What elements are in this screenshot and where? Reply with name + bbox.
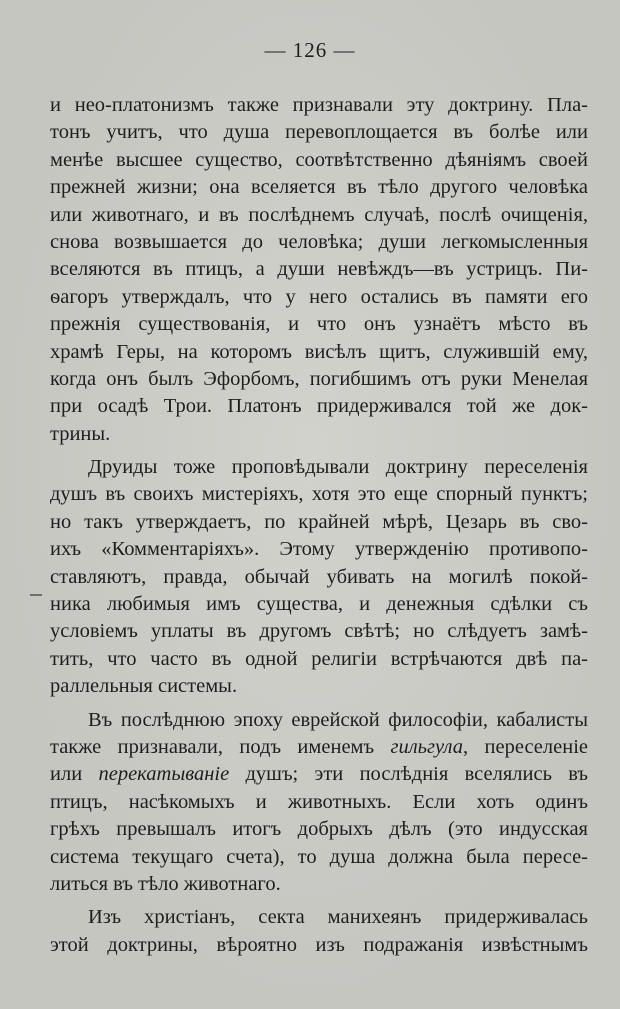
margin-mark [30,594,42,596]
text-line: этой доктрины, вѣроятно изъ подражанія извѣстнымъ [50,933,588,956]
text-line: прежней жизни; она вселяется въ тѣло другого человѣка [50,176,588,199]
text-line: ѳагоръ утверждалъ, что у него остались въ памяти его [50,285,588,308]
text-line: когда онъ былъ Эфорбомъ, погибшимъ отъ руки Менелая [50,367,588,390]
text-line: ставляютъ, правда, обычай убивать на могилѣ покой- [50,565,588,588]
paragraph-4 [50,904,588,959]
text-line: условіемъ уплаты въ другомъ свѣтѣ; но слѣдуетъ замѣ- [50,620,588,643]
text-fragment: также признавали, подъ именемъ [50,735,391,758]
text-line [50,761,588,788]
text-line: грѣхъ превышалъ итогъ добрыхъ дѣлъ (это индусская [50,818,588,841]
body-text [50,92,588,959]
text-line: храмѣ Геры, на которомъ висѣлъ щитъ, служившій ему, [50,340,588,363]
text-line: душъ въ своихъ мистеріяхъ, хотя это еще спорный пунктъ; [50,483,588,506]
page-number: — 126 — [264,38,356,62]
text-line: ихъ «Комментаріяхъ». Этому утвержденію противопо- [50,538,588,561]
text-line: трины. [50,422,111,445]
text-line: снова возвышается до человѣка; души легкомысленныя [50,230,588,253]
text-fragment: душъ; эти послѣднія вселялись въ [229,763,588,786]
text-line: и нео-платонизмъ также признавали эту доктрину. Пла- [50,94,588,116]
text-line: ника любимыя имъ существа, и денежныя сдѣлки съ [50,593,588,616]
text-line: тить, что часто въ одной религіи встрѣчаются двѣ па- [50,647,588,670]
text-fragment: или [50,763,99,786]
paragraph-3 [50,707,588,899]
text-line: при осадѣ Трои. Платонъ придерживался той же док- [50,395,588,418]
text-line: Друиды тоже проповѣдывали доктрину переселенія [88,456,588,479]
paragraph-2 [50,454,588,701]
italic-term: гильгула [390,735,464,758]
text-line: Изъ христіанъ, секта манихеянъ придерживалась [88,906,588,929]
text-fragment: , переселеніе [463,735,588,758]
text-line: раллельныя системы. [50,675,238,698]
text-line: прежнія существованія, и что онъ узнаётъ мѣсто въ [50,313,588,336]
text-line: или животнаго, и въ послѣднемъ случаѣ, послѣ очищенія, [50,203,588,226]
text-line: но такъ утверждаетъ, по крайней мѣрѣ, Цезарь въ сво- [50,510,588,533]
italic-term: перекатываніе [98,763,230,786]
text-line [50,734,588,761]
text-line: вселяются въ птицъ, а души невѣждъ—въ устрицъ. Пи- [50,258,588,281]
paragraph-1 [50,92,588,448]
text-line: система текущаго счета), то душа должна была пересе- [50,845,588,868]
text-line: тонъ учитъ, что душа перевоплощается въ болѣе или [50,121,588,144]
text-line: птицъ, насѣкомыхъ и животныхъ. Если хоть одинъ [50,790,588,813]
text-line: менѣе высшее существо, соотвѣтственно дѣяніямъ своей [50,148,588,171]
text-line: Въ послѣднюю эпоху еврейской философіи, кабалисты [88,708,588,731]
text-line: литься въ тѣло животнаго. [50,872,281,895]
